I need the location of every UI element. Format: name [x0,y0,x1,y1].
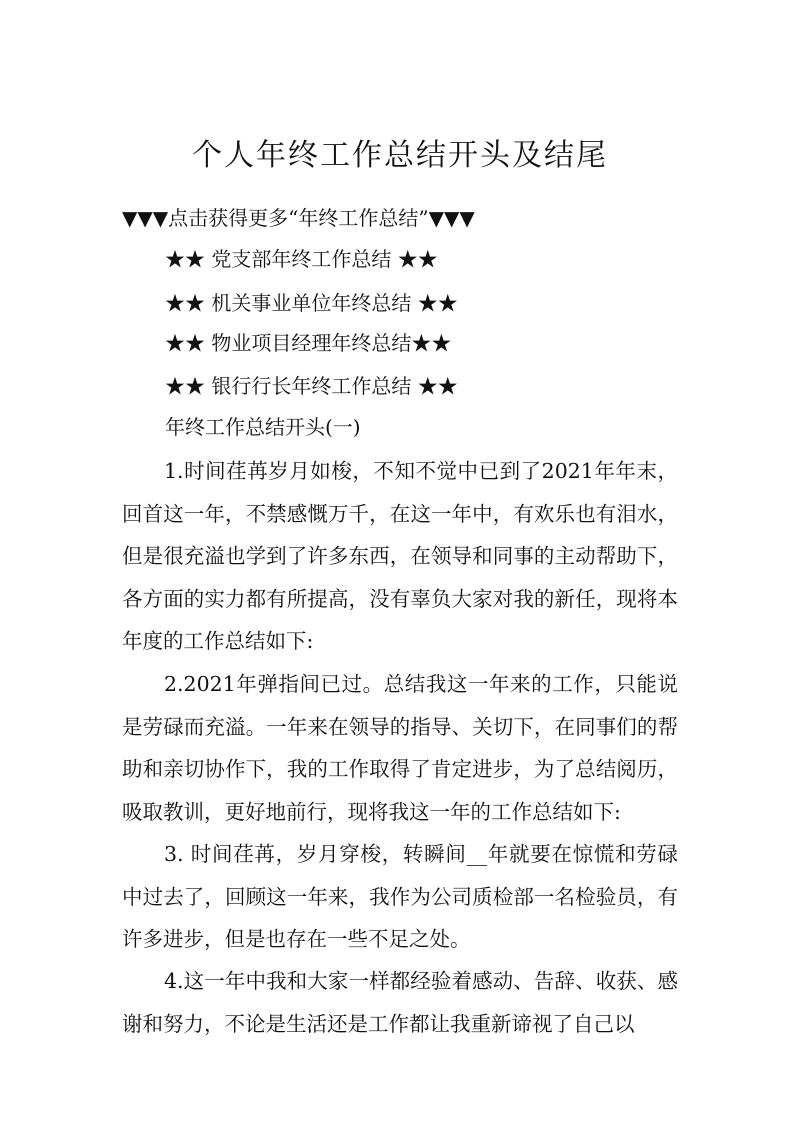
section-heading: 年终工作总结开头(一) [165,415,361,439]
paragraph-3: 3. 时间荏苒，岁月穿梭，转瞬间__年就要在惊慌和劳碌中过去了，回顾这一年来，我作为公司质检部一名检验员，有许多进步，但是也存在一些不足之处。 [122,842,678,951]
promo-link[interactable]: ▼▼▼点击获得更多“年终工作总结”▼▼▼ [122,206,475,230]
paragraph-1: 1.时间荏苒岁月如梭，不知不觉中已到了2021年年末，回首这一年，不禁感慨万千，在这一年中，有欢乐也有泪水，但是很充溢也学到了许多东西，在领导和同事的主动帮助下，各方面的实力都有所提高，没有辜负大家对我的新任，现将本年度的工作总结如下: [122,459,678,653]
paragraph-4: 4.这一年中我和大家一样都经验着感动、告辞、收获、感谢和努力，不论是生活还是工作都让我重新谛视了自己以 [122,969,678,1036]
paragraph-2: 2.2021年弹指间已过。总结我这一年来的工作，只能说是劳碌而充溢。一年来在领导的指导、关切下，在同事们的帮助和亲切协作下，我的工作取得了肯定进步，为了总结阅历，吸取教训，更好地前行，现将我这一年的工作总结如下: [122,672,678,824]
related-link-bank-president[interactable]: ★★ 银行行长年终工作总结 ★★ [165,374,458,398]
related-link-property-manager[interactable]: ★★ 物业项目经理年终总结★★ [165,331,452,355]
related-link-government-unit[interactable]: ★★ 机关事业单位年终总结 ★★ [165,291,458,315]
document-title: 个人年终工作总结开头及结尾 [192,138,608,173]
related-link-party-branch[interactable]: ★★ 党支部年终工作总结 ★★ [165,247,438,271]
